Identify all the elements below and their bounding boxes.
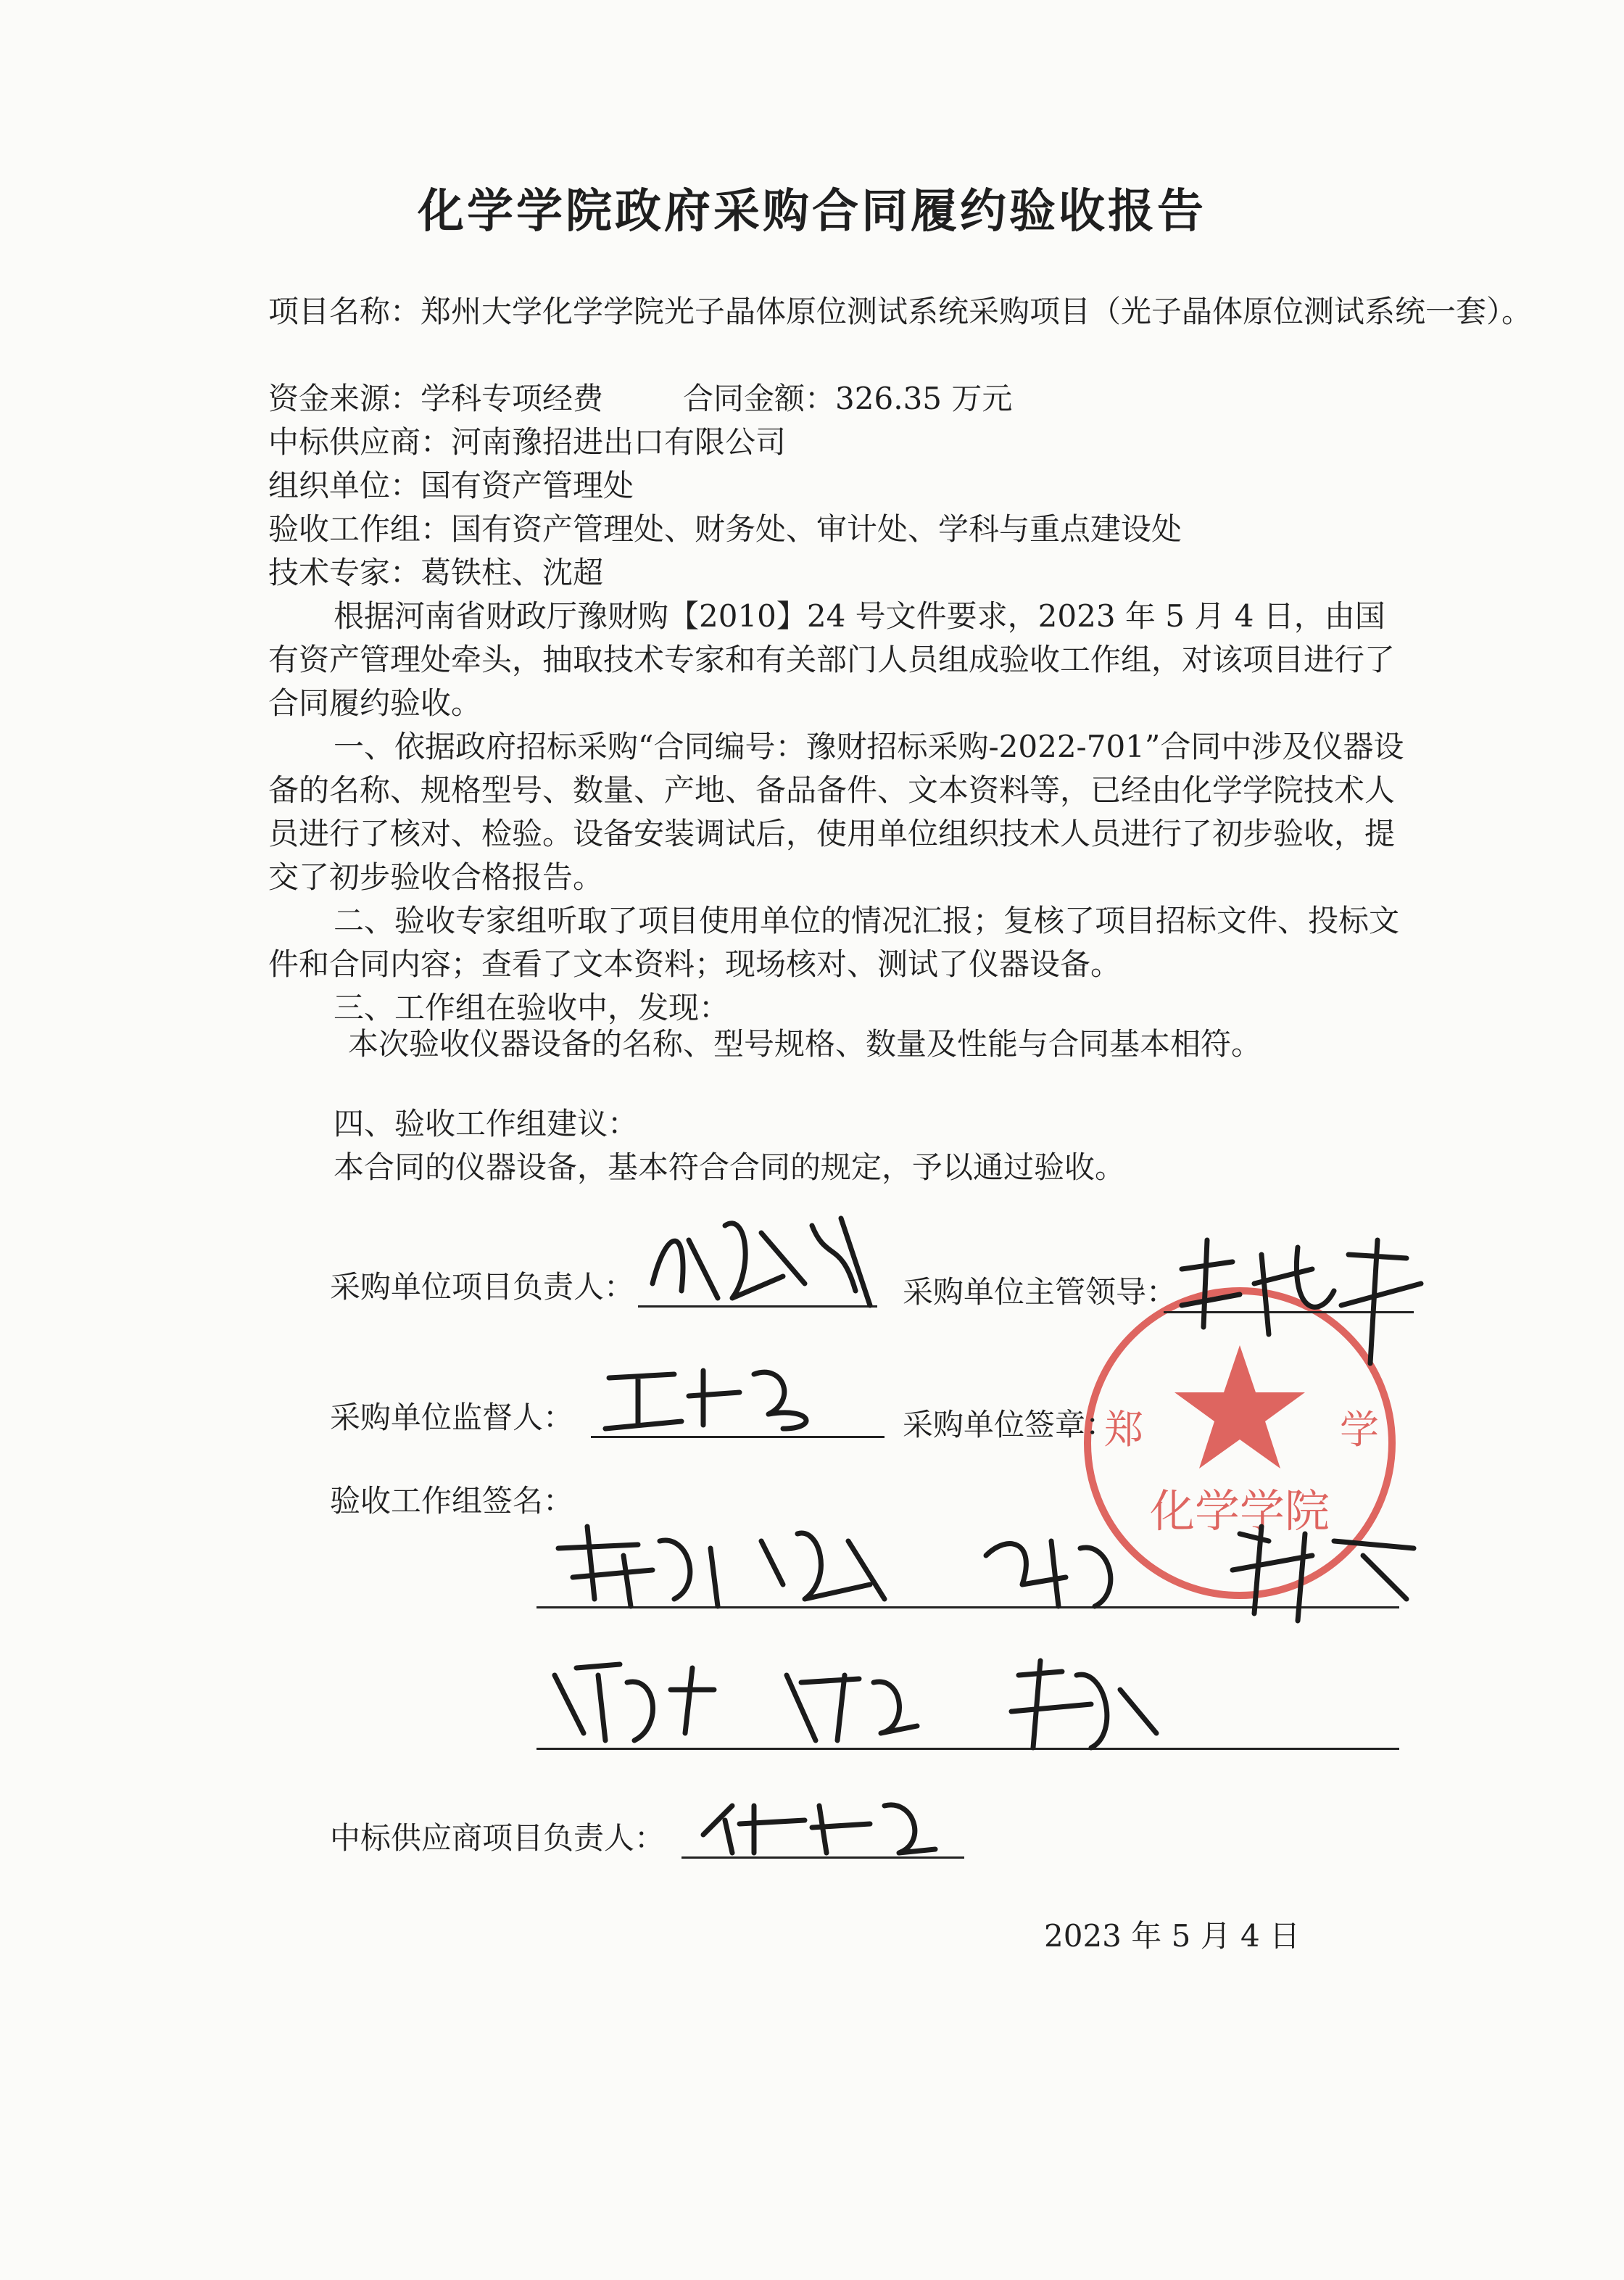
- group-signatures-row-1: [544, 1512, 1457, 1621]
- group-value: 国有资产管理处、财务处、审计处、学科与重点建设处: [451, 511, 1182, 547]
- supplier-value: 河南豫招进出口有限公司: [451, 424, 787, 460]
- paragraph-finding: 本次验收仪器设备的名称、型号规格、数量及性能与合同基本相符。: [348, 1026, 1262, 1062]
- paragraph-three: 三、工作组在验收中，发现：: [334, 990, 730, 1025]
- fund-value: 学科专项经费: [420, 381, 604, 416]
- org-line: [268, 464, 1406, 508]
- director-label: 采购单位主管领导：: [903, 1274, 1177, 1310]
- supervisor-label: 采购单位监督人：: [330, 1400, 574, 1435]
- project-name-label: 项目名称：: [268, 294, 421, 329]
- org-label: 组织单位：: [268, 468, 421, 503]
- supplier-label: 中标供应商：: [268, 424, 452, 460]
- director-signature: [1167, 1226, 1428, 1371]
- group-label: 验收工作组：: [268, 511, 452, 547]
- svg-text:郑: 郑: [1104, 1407, 1143, 1453]
- supplier-lead-label: 中标供应商项目负责人：: [330, 1820, 666, 1856]
- seal-label: 采购单位签章：: [903, 1407, 1116, 1442]
- svg-text:学: 学: [1340, 1407, 1379, 1453]
- supervisor-signature: [594, 1356, 834, 1443]
- group-line: [268, 508, 1406, 551]
- expert-line: [268, 551, 1406, 595]
- paragraph-basis: 根据河南省财政厅豫财购【2010】24 号文件要求，2023 年 5 月 4 日，由国有资产管理处牵头，抽取技术专家和有关部门人员组成验收工作组，对该项目进行了合同履约验收。: [268, 598, 1396, 721]
- amount-value: 326.35 万元: [835, 381, 1013, 416]
- org-value: 国有资产管理处: [420, 468, 634, 503]
- supplier-lead-signature: [689, 1784, 950, 1864]
- paragraph-four: 四、验收工作组建议：: [334, 1106, 639, 1141]
- paragraph-two: 二、验收专家组听取了项目使用单位的情况汇报；复核了项目招标文件、投标文件和合同内容；查看了文本资料；现场核对、测试了仪器设备。: [268, 903, 1400, 982]
- amount-label: 合同金额：: [683, 381, 836, 416]
- group-signatures-row-2: [540, 1646, 1265, 1755]
- expert-value: 葛铁柱、沈超: [420, 555, 604, 590]
- report-date: 2023 年 5 月 4 日: [1044, 1918, 1301, 1954]
- supplier-line: [268, 421, 1406, 464]
- expert-label: 技术专家：: [268, 555, 421, 590]
- project-name-value: 郑州大学化学学院光子晶体原位测试系统采购项目（光子晶体原位测试系统一套）。: [420, 294, 1533, 329]
- paragraph-suggestion: 本合同的仪器设备，基本符合合同的规定，予以通过验收。: [334, 1149, 1126, 1185]
- project-lead-signature: [638, 1197, 884, 1320]
- paragraph-one: 一、依据政府招标采购“合同编号：豫财招标采购-2022-701”合同中涉及仪器设备的名称、规格型号、数量、产地、备品备件、文本资料等，已经由化学学院技术人员进行了核对、检验。设备安装调试后，使用单位组织技术人员进行了初步验收，提交了初步验收合格报告。: [268, 729, 1404, 895]
- document-title: 化学学院政府采购合同履约验收报告: [418, 185, 1206, 239]
- seal-text: 化学学院: [1149, 1484, 1330, 1537]
- group-sign-label: 验收工作组签名：: [330, 1483, 574, 1519]
- fund-line: [268, 377, 1406, 421]
- project-name-line: [268, 290, 1562, 334]
- project-lead-label: 采购单位项目负责人：: [330, 1269, 635, 1305]
- fund-label: 资金来源：: [268, 381, 421, 416]
